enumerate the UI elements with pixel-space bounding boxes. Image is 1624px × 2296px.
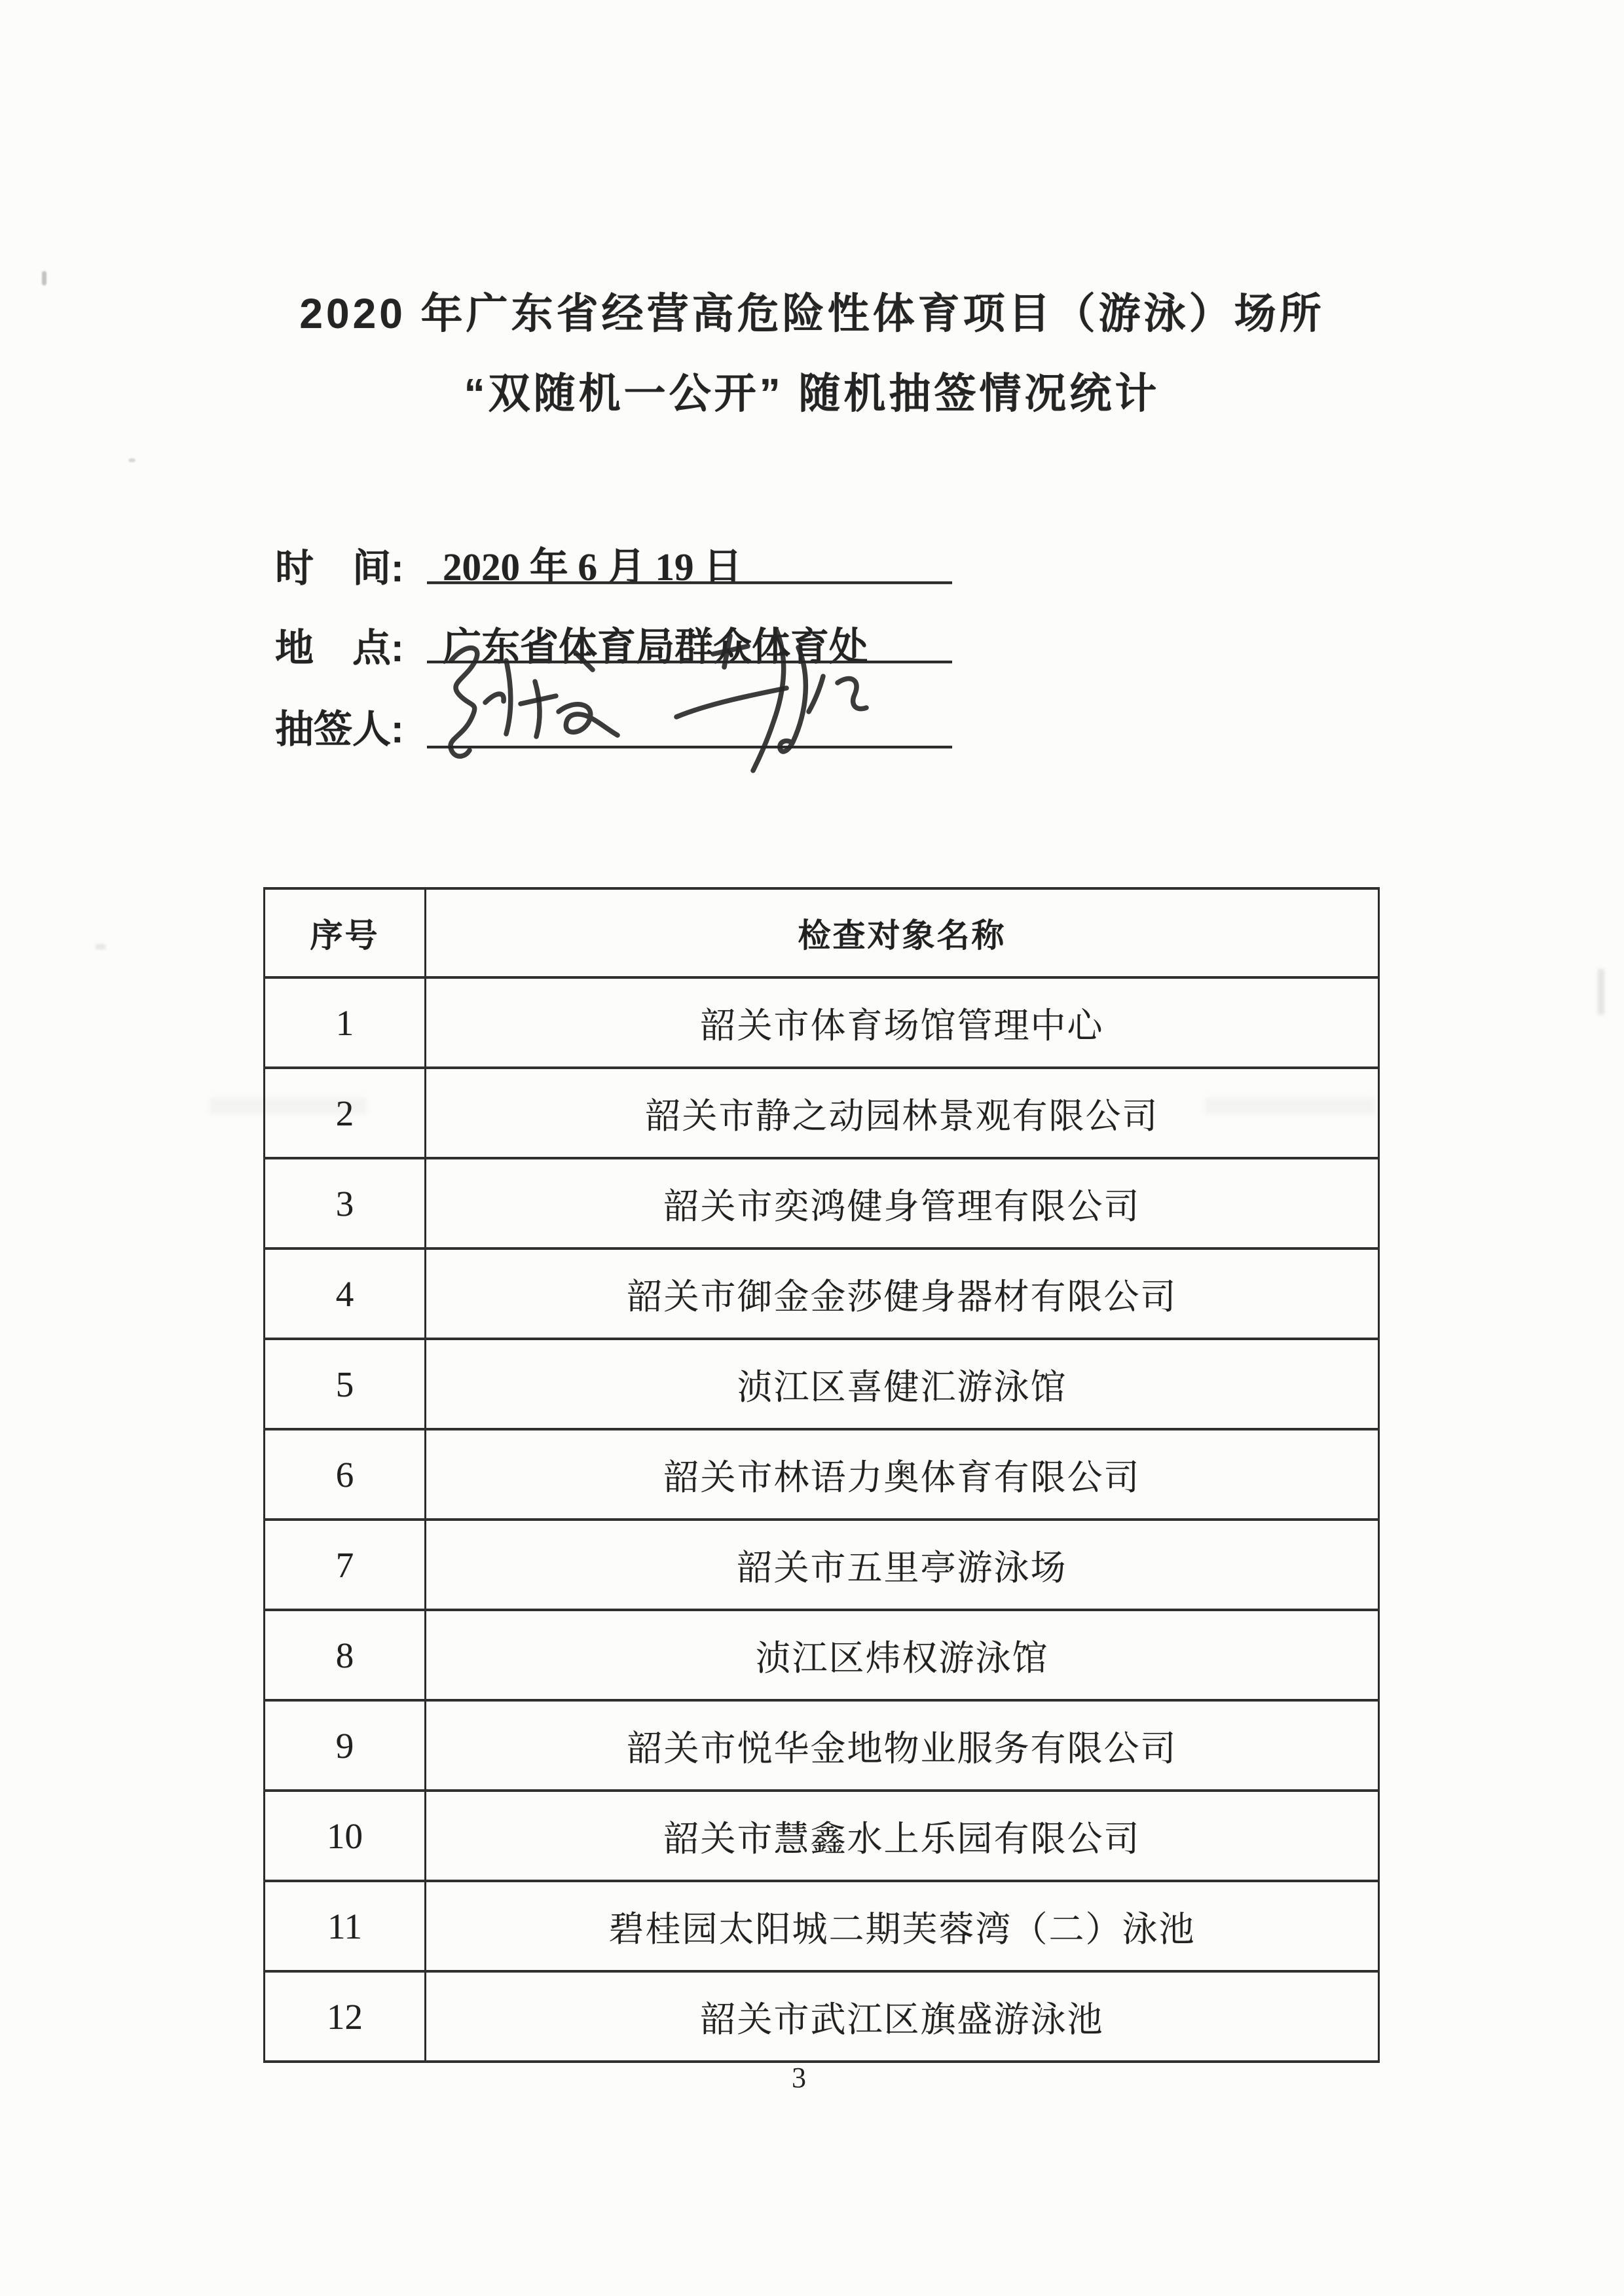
time-value: 2020 年 6 月 19 日 <box>443 545 743 589</box>
row-number-cell: 2 <box>265 1068 426 1158</box>
table-row <box>265 1791 1379 1881</box>
table-row <box>265 977 1379 1068</box>
facility-name-cell: 碧桂园太阳城二期芙蓉湾（二）泳池 <box>426 1881 1379 1971</box>
table-row <box>265 1881 1379 1971</box>
row-number-cell: 8 <box>265 1610 426 1700</box>
table-row <box>265 1158 1379 1248</box>
place-value: 广东省体育局群众体育处 <box>443 625 868 668</box>
handwritten-signature-right <box>676 629 866 771</box>
row-number-cell: 12 <box>265 1971 426 2062</box>
inspection-target-table <box>263 887 1380 2063</box>
row-number-cell: 9 <box>265 1700 426 1791</box>
facility-name-cell: 浈江区喜健汇游泳馆 <box>426 1339 1379 1429</box>
handwritten-signatures <box>422 619 920 776</box>
facility-name-cell: 韶关市静之动园林景观有限公司 <box>426 1068 1379 1158</box>
facility-name-cell: 韶关市悦华金地物业服务有限公司 <box>426 1700 1379 1791</box>
row-number-cell: 11 <box>265 1881 426 1971</box>
facility-name-cell: 韶关市慧鑫水上乐园有限公司 <box>426 1791 1379 1881</box>
row-number-cell: 3 <box>265 1158 426 1248</box>
document-title-line2: “双随机一公开” 随机抽签情况统计 <box>464 370 1160 417</box>
table-row <box>265 1971 1379 2062</box>
facility-name-cell: 韶关市体育场馆管理中心 <box>426 977 1379 1068</box>
table-row <box>265 1248 1379 1339</box>
facility-name-cell: 浈江区炜权游泳馆 <box>426 1610 1379 1700</box>
scan-noise-speck <box>96 944 105 949</box>
header-serial-number: 序号 <box>265 888 426 977</box>
row-number-cell: 5 <box>265 1339 426 1429</box>
row-number-cell: 10 <box>265 1791 426 1881</box>
facility-name-cell: 韶关市御金金莎健身器材有限公司 <box>426 1248 1379 1339</box>
table-row <box>265 1429 1379 1520</box>
drawer-label: 抽签人: <box>275 708 404 751</box>
table-row <box>265 1520 1379 1610</box>
facility-name-cell: 韶关市奕鸿健身管理有限公司 <box>426 1158 1379 1248</box>
table-header-row <box>265 888 1379 977</box>
row-number-cell: 4 <box>265 1248 426 1339</box>
scan-noise-smudge <box>1598 969 1604 1015</box>
table-row <box>265 1068 1379 1158</box>
time-label: 时 间: <box>275 547 404 590</box>
place-label: 地 点: <box>275 627 404 670</box>
handwritten-signature-left <box>451 648 618 756</box>
time-underline <box>427 581 952 584</box>
row-number-cell: 7 <box>265 1520 426 1610</box>
row-number-cell: 1 <box>265 977 426 1068</box>
table-row <box>265 1610 1379 1700</box>
table-row <box>265 1700 1379 1791</box>
facility-name-cell: 韶关市五里亭游泳场 <box>426 1520 1379 1610</box>
facility-name-cell: 韶关市林语力奥体育有限公司 <box>426 1429 1379 1520</box>
header-target-name: 检查对象名称 <box>426 888 1379 977</box>
document-title-line1: 2020 年广东省经营高危险性体育项目（游泳）场所 <box>299 290 1325 337</box>
facility-name-cell: 韶关市武江区旗盛游泳池 <box>426 1971 1379 2062</box>
page-number: 3 <box>792 2062 806 2094</box>
row-number-cell: 6 <box>265 1429 426 1520</box>
scan-noise-speck <box>128 458 136 462</box>
table-row <box>265 1339 1379 1429</box>
